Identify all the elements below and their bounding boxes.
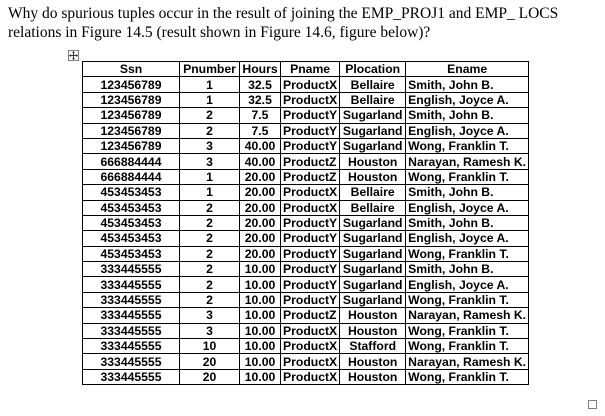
cell-ssn: 666884444 <box>83 169 180 184</box>
cell-hours: 20.00 <box>240 185 281 200</box>
cell-ename: Wong, Franklin T. <box>406 339 529 354</box>
table-row <box>83 339 529 354</box>
cell-pname: ProductY <box>281 262 340 277</box>
cell-ename: Wong, Franklin T. <box>406 169 529 184</box>
cell-ssn: 453453453 <box>83 215 180 230</box>
table-header-row <box>83 62 529 77</box>
cell-pnumber: 20 <box>180 354 240 369</box>
cell-plocation: Houston <box>340 154 406 169</box>
cell-ename: Narayan, Ramesh K. <box>406 308 529 323</box>
cell-plocation: Bellaire <box>340 200 406 215</box>
cell-ename: Wong, Franklin T. <box>406 292 529 307</box>
cell-plocation: Stafford <box>340 339 406 354</box>
cell-hours: 10.00 <box>240 277 281 292</box>
cell-hours: 10.00 <box>240 323 281 338</box>
cell-ename: Wong, Franklin T. <box>406 369 529 384</box>
cell-pnumber: 2 <box>180 231 240 246</box>
table-row <box>83 308 529 323</box>
cell-plocation: Houston <box>340 323 406 338</box>
table-row <box>83 138 529 153</box>
cell-plocation: Sugarland <box>340 246 406 261</box>
header-ename: Ename <box>406 62 529 77</box>
cell-plocation: Sugarland <box>340 262 406 277</box>
cell-pname: ProductY <box>281 138 340 153</box>
cell-plocation: Houston <box>340 169 406 184</box>
table-row <box>83 262 529 277</box>
cell-ssn: 453453453 <box>83 200 180 215</box>
cell-hours: 10.00 <box>240 339 281 354</box>
cell-pname: ProductY <box>281 215 340 230</box>
cell-hours: 10.00 <box>240 354 281 369</box>
cell-pname: ProductZ <box>281 169 340 184</box>
cell-pnumber: 1 <box>180 185 240 200</box>
cell-plocation: Bellaire <box>340 77 406 92</box>
cell-ssn: 333445555 <box>83 339 180 354</box>
table-row <box>83 231 529 246</box>
cell-hours: 20.00 <box>240 246 281 261</box>
cell-hours: 40.00 <box>240 154 281 169</box>
cell-plocation: Sugarland <box>340 231 406 246</box>
question-text <box>8 4 598 42</box>
cell-pname: ProductY <box>281 292 340 307</box>
cell-pnumber: 2 <box>180 200 240 215</box>
cell-ssn: 333445555 <box>83 262 180 277</box>
cell-ename: Smith, John B. <box>406 185 529 200</box>
cell-pname: ProductY <box>281 277 340 292</box>
cell-hours: 7.5 <box>240 123 281 138</box>
table-row <box>83 292 529 307</box>
cell-pname: ProductX <box>281 185 340 200</box>
cell-hours: 10.00 <box>240 308 281 323</box>
cell-pnumber: 3 <box>180 308 240 323</box>
table-row <box>83 77 529 92</box>
cell-ssn: 123456789 <box>83 138 180 153</box>
cell-pnumber: 20 <box>180 369 240 384</box>
cell-ename: English, Joyce A. <box>406 231 529 246</box>
cell-pname: ProductY <box>281 246 340 261</box>
cell-pnumber: 10 <box>180 339 240 354</box>
table-row <box>83 323 529 338</box>
header-pname: Pname <box>281 62 340 77</box>
cell-ssn: 453453453 <box>83 185 180 200</box>
cell-ename: Narayan, Ramesh K. <box>406 154 529 169</box>
cell-plocation: Sugarland <box>340 292 406 307</box>
cell-hours: 7.5 <box>240 108 281 123</box>
table-row <box>83 169 529 184</box>
cell-pname: ProductX <box>281 369 340 384</box>
join-result-table <box>82 61 529 385</box>
cell-pname: ProductX <box>281 354 340 369</box>
move-handle-icon[interactable] <box>68 50 79 61</box>
cell-pname: ProductY <box>281 108 340 123</box>
cell-pnumber: 3 <box>180 138 240 153</box>
table-row <box>83 108 529 123</box>
cell-pnumber: 2 <box>180 123 240 138</box>
cell-hours: 20.00 <box>240 231 281 246</box>
cell-ssn: 333445555 <box>83 292 180 307</box>
cell-pnumber: 3 <box>180 154 240 169</box>
header-plocation: Plocation <box>340 62 406 77</box>
header-hours: Hours <box>240 62 281 77</box>
cell-pname: ProductX <box>281 200 340 215</box>
cell-pname: ProductX <box>281 323 340 338</box>
cell-ename: Smith, John B. <box>406 108 529 123</box>
cell-hours: 40.00 <box>240 138 281 153</box>
cell-ssn: 123456789 <box>83 123 180 138</box>
cell-ssn: 123456789 <box>83 92 180 107</box>
cell-ssn: 123456789 <box>83 108 180 123</box>
table-row <box>83 200 529 215</box>
cell-plocation: Houston <box>340 308 406 323</box>
cell-ssn: 333445555 <box>83 354 180 369</box>
cell-plocation: Bellaire <box>340 92 406 107</box>
cell-ename: English, Joyce A. <box>406 277 529 292</box>
header-ssn: Ssn <box>83 62 180 77</box>
cell-ssn: 453453453 <box>83 231 180 246</box>
cell-hours: 10.00 <box>240 292 281 307</box>
cell-pname: ProductZ <box>281 154 340 169</box>
cell-pname: ProductZ <box>281 308 340 323</box>
cell-ename: Wong, Franklin T. <box>406 246 529 261</box>
cell-ssn: 333445555 <box>83 369 180 384</box>
table-row <box>83 185 529 200</box>
cell-pnumber: 3 <box>180 323 240 338</box>
cell-ssn: 453453453 <box>83 246 180 261</box>
question-line-2: relations in Figure 14.5 (result shown in Figure 14.6, figure below)? <box>8 24 431 41</box>
cell-ename: Smith, John B. <box>406 77 529 92</box>
header-pnumber: Pnumber <box>180 62 240 77</box>
question-line-1: Why do spurious tuples occur in the result of joining the EMP_PROJ1 and EMP_ LOCS <box>8 5 559 22</box>
cell-ssn: 333445555 <box>83 277 180 292</box>
cell-pname: ProductX <box>281 339 340 354</box>
table-row <box>83 215 529 230</box>
cell-plocation: Sugarland <box>340 215 406 230</box>
cell-ssn: 333445555 <box>83 308 180 323</box>
cell-ename: English, Joyce A. <box>406 92 529 107</box>
cell-ename: Smith, John B. <box>406 262 529 277</box>
cell-plocation: Sugarland <box>340 123 406 138</box>
cell-ename: Smith, John B. <box>406 215 529 230</box>
table-row <box>83 92 529 107</box>
cell-hours: 32.5 <box>240 92 281 107</box>
table-row <box>83 123 529 138</box>
table-row <box>83 369 529 384</box>
cell-ssn: 333445555 <box>83 323 180 338</box>
cell-hours: 32.5 <box>240 77 281 92</box>
cell-ssn: 123456789 <box>83 77 180 92</box>
cell-plocation: Sugarland <box>340 108 406 123</box>
cell-hours: 10.00 <box>240 369 281 384</box>
table-row <box>83 154 529 169</box>
resize-handle-icon[interactable] <box>588 400 597 409</box>
table-row <box>83 354 529 369</box>
cell-ename: Wong, Franklin T. <box>406 323 529 338</box>
cell-pname: ProductY <box>281 231 340 246</box>
cell-plocation: Sugarland <box>340 138 406 153</box>
cell-pname: ProductX <box>281 92 340 107</box>
cell-pnumber: 2 <box>180 215 240 230</box>
cell-pnumber: 1 <box>180 92 240 107</box>
cell-pname: ProductX <box>281 77 340 92</box>
cell-plocation: Houston <box>340 354 406 369</box>
table-row <box>83 246 529 261</box>
cell-ename: English, Joyce A. <box>406 200 529 215</box>
cell-plocation: Houston <box>340 369 406 384</box>
cell-pnumber: 2 <box>180 262 240 277</box>
cell-pnumber: 2 <box>180 277 240 292</box>
cell-plocation: Bellaire <box>340 185 406 200</box>
cell-ename: Narayan, Ramesh K. <box>406 354 529 369</box>
cell-ename: English, Joyce A. <box>406 123 529 138</box>
cell-pnumber: 1 <box>180 77 240 92</box>
cell-ssn: 666884444 <box>83 154 180 169</box>
cell-pnumber: 1 <box>180 169 240 184</box>
cell-pnumber: 2 <box>180 246 240 261</box>
table-row <box>83 277 529 292</box>
cell-hours: 20.00 <box>240 169 281 184</box>
cell-ename: Wong, Franklin T. <box>406 138 529 153</box>
cell-pnumber: 2 <box>180 292 240 307</box>
cell-hours: 10.00 <box>240 262 281 277</box>
cell-pnumber: 2 <box>180 108 240 123</box>
cell-hours: 20.00 <box>240 215 281 230</box>
cell-pname: ProductY <box>281 123 340 138</box>
cell-hours: 20.00 <box>240 200 281 215</box>
cell-plocation: Sugarland <box>340 277 406 292</box>
